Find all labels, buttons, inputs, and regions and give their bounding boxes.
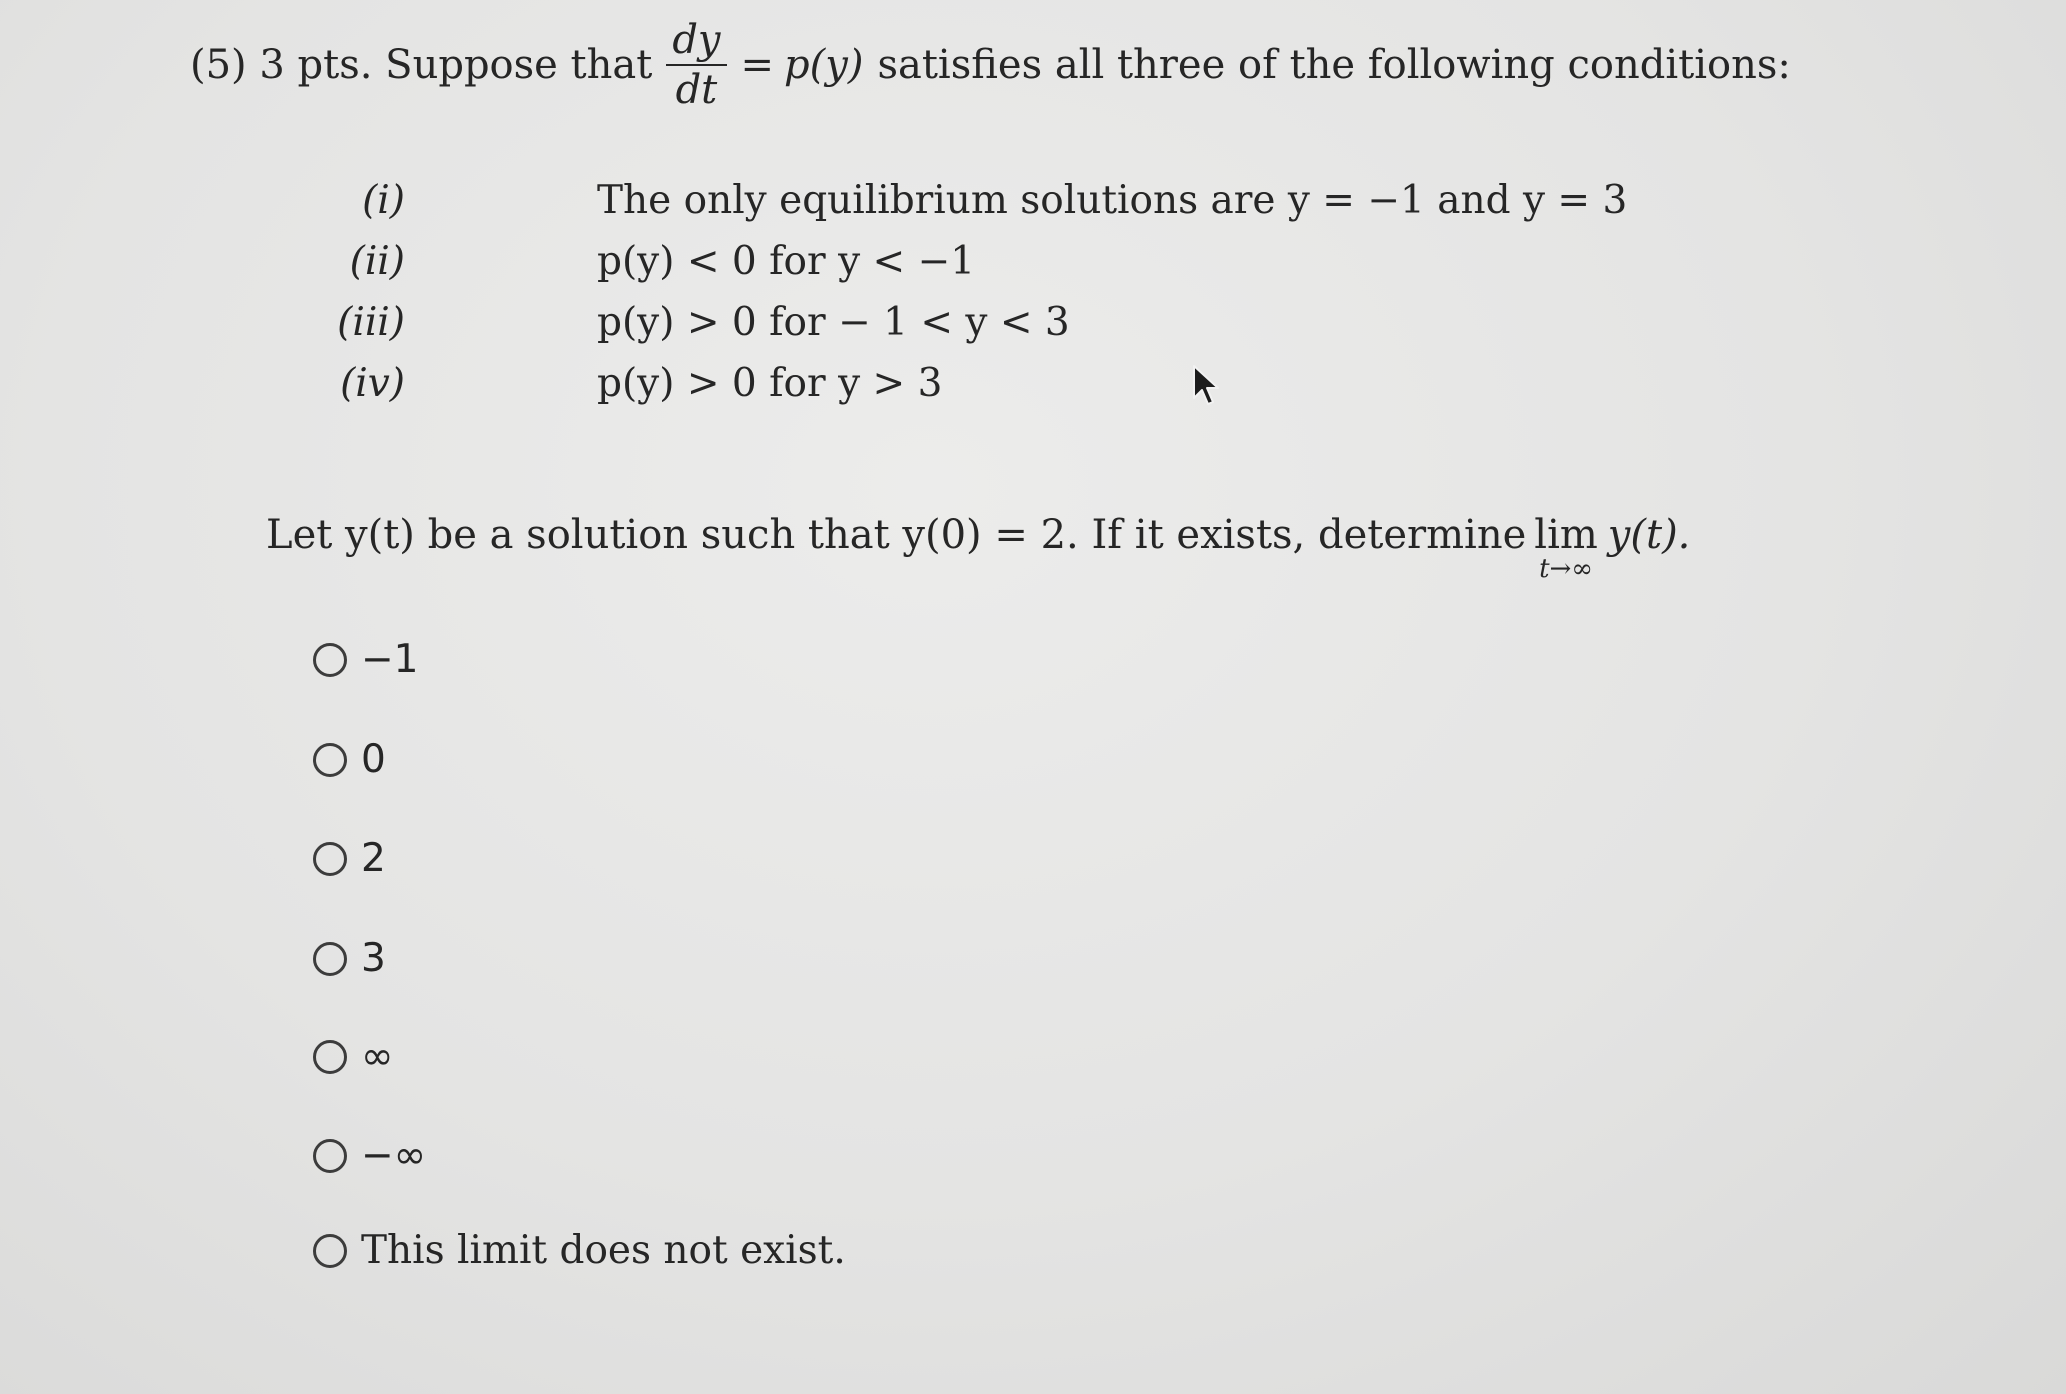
function-p-of-y: p(y)	[784, 42, 864, 88]
answer-option[interactable]	[313, 1228, 846, 1273]
derivative-fraction	[666, 17, 726, 113]
answer-option[interactable]	[313, 737, 386, 782]
equals-sign: =	[740, 42, 775, 88]
limit-expression	[1534, 512, 1598, 584]
radio-button-icon[interactable]	[313, 1234, 347, 1268]
answer-option[interactable]	[313, 637, 419, 682]
condition-text: The only equilibrium solutions are y = −1 and y = 3	[597, 178, 1628, 223]
radio-button-icon[interactable]	[313, 942, 347, 976]
condition-text: p(y) > 0 for − 1 < y < 3	[597, 300, 1070, 345]
condition-label: (iii)	[337, 300, 405, 345]
limit-function: y(t).	[1607, 512, 1691, 558]
answer-option[interactable]	[313, 1133, 426, 1178]
condition-label: (iv)	[340, 361, 405, 406]
answer-option[interactable]	[313, 936, 386, 981]
condition-label: (ii)	[349, 239, 405, 284]
option-label: This limit does not exist.	[361, 1228, 846, 1273]
mouse-pointer-icon	[1192, 364, 1220, 408]
prompt-text: Let y(t) be a solution such that y(0) = 2. If it exists, determine	[266, 512, 1527, 558]
question-suffix: satisfies all three of the following conditions:	[877, 42, 1791, 88]
option-label: ∞	[361, 1034, 394, 1079]
condition-text: p(y) < 0 for y < −1	[597, 239, 976, 284]
radio-button-icon[interactable]	[313, 743, 347, 777]
answer-option[interactable]	[313, 1034, 394, 1079]
option-label: −∞	[361, 1133, 427, 1178]
radio-button-icon[interactable]	[313, 842, 347, 876]
radio-button-icon[interactable]	[313, 1139, 347, 1173]
condition-text: p(y) > 0 for y > 3	[597, 361, 943, 406]
question-header	[190, 17, 1791, 113]
fraction-denominator: dt	[675, 67, 718, 113]
limit-subscript: t→∞	[1539, 554, 1593, 584]
option-label: 0	[361, 737, 386, 782]
option-label: 2	[361, 836, 386, 881]
radio-button-icon[interactable]	[313, 643, 347, 677]
question-prompt	[266, 512, 1690, 584]
option-label: −1	[361, 637, 419, 682]
answer-option[interactable]	[313, 836, 386, 881]
option-label: 3	[361, 936, 386, 981]
fraction-numerator: dy	[666, 20, 726, 66]
radio-button-icon[interactable]	[313, 1040, 347, 1074]
condition-label: (i)	[362, 178, 405, 223]
limit-word: lim	[1534, 512, 1598, 558]
question-prefix: (5) 3 pts. Suppose that	[190, 42, 653, 88]
